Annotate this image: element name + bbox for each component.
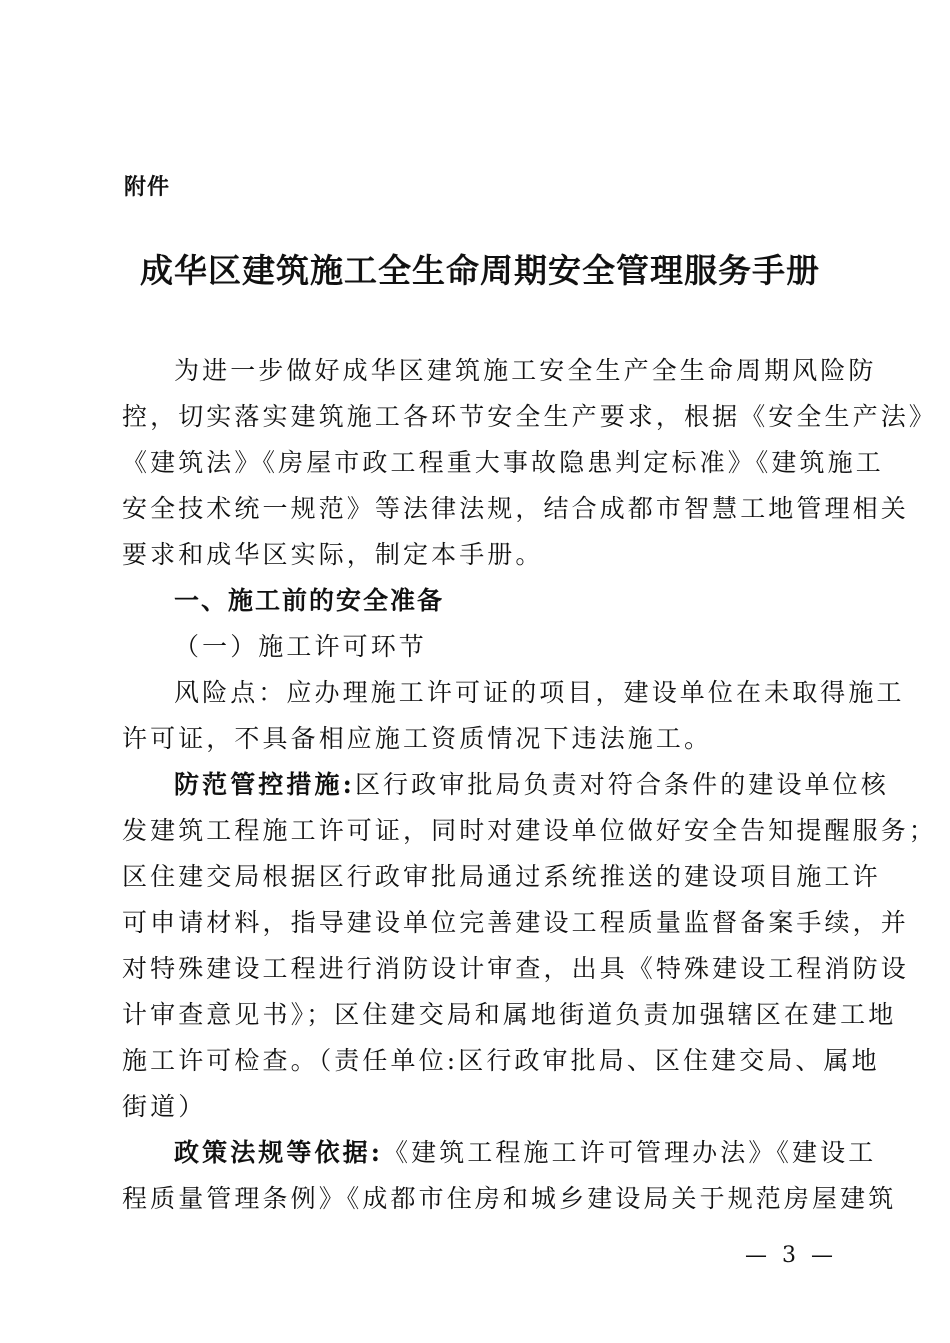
attachment-label: 附件 (124, 175, 171, 200)
body-line: 区住建交局根据区行政审批局通过系统推送的建设项目施工许 (122, 862, 881, 891)
body-line: 为进一步做好成华区建筑施工安全生产全生命周期风险防 (174, 356, 877, 385)
document-title: 成华区建筑施工全生命周期安全管理服务手册 (140, 251, 820, 290)
subsection-heading: （一）施工许可环节 (174, 632, 427, 661)
body-line: 控，切实落实建筑施工各环节安全生产要求，根据《安全生产法》 (122, 402, 937, 431)
measures-label: 防范管控措施: (174, 770, 355, 799)
page-number: — 3 — (745, 1243, 837, 1268)
body-line: 《建筑法》《房屋市政工程重大事故隐患判定标准》《建筑施工 (122, 448, 884, 477)
body-line (122, 1130, 877, 1176)
body-line: 安全技术统一规范》等法律法规，结合成都市智慧工地管理相关 (122, 494, 909, 523)
body-line: 程质量管理条例》《成都市住房和城乡建设局关于规范房屋建筑 (122, 1184, 897, 1213)
body-line: 施工许可检查。（责任单位:区行政审批局、区住建交局、属地 (122, 1046, 880, 1075)
body-line: 计审查意见书》；区住建交局和属地街道负责加强辖区在建工地 (122, 1000, 897, 1029)
body-line: 发建筑工程施工许可证，同时对建设单位做好安全告知提醒服务； (122, 816, 937, 845)
body-line: 风险点：应办理施工许可证的项目，建设单位在未取得施工 (174, 678, 905, 707)
body-line: 对特殊建设工程进行消防设计审查，出具《特殊建设工程消防设 (122, 954, 909, 983)
measures-text: 区行政审批局负责对符合条件的建设单位核 (354, 770, 889, 799)
document-body (122, 348, 937, 1222)
basis-label: 政策法规等依据: (174, 1138, 384, 1167)
body-line (122, 762, 889, 808)
body-line: 可申请材料，指导建设单位完善建设工程质量监督备案手续，并 (122, 908, 909, 937)
section-heading: 一、施工前的安全准备 (174, 586, 445, 615)
body-line: 街道） (122, 1092, 207, 1121)
basis-text: 《建筑工程施工许可管理办法》《建设工 (383, 1138, 877, 1167)
body-line: 要求和成华区实际，制定本手册。 (122, 540, 544, 569)
body-line: 许可证，不具备相应施工资质情况下违法施工。 (122, 724, 713, 753)
